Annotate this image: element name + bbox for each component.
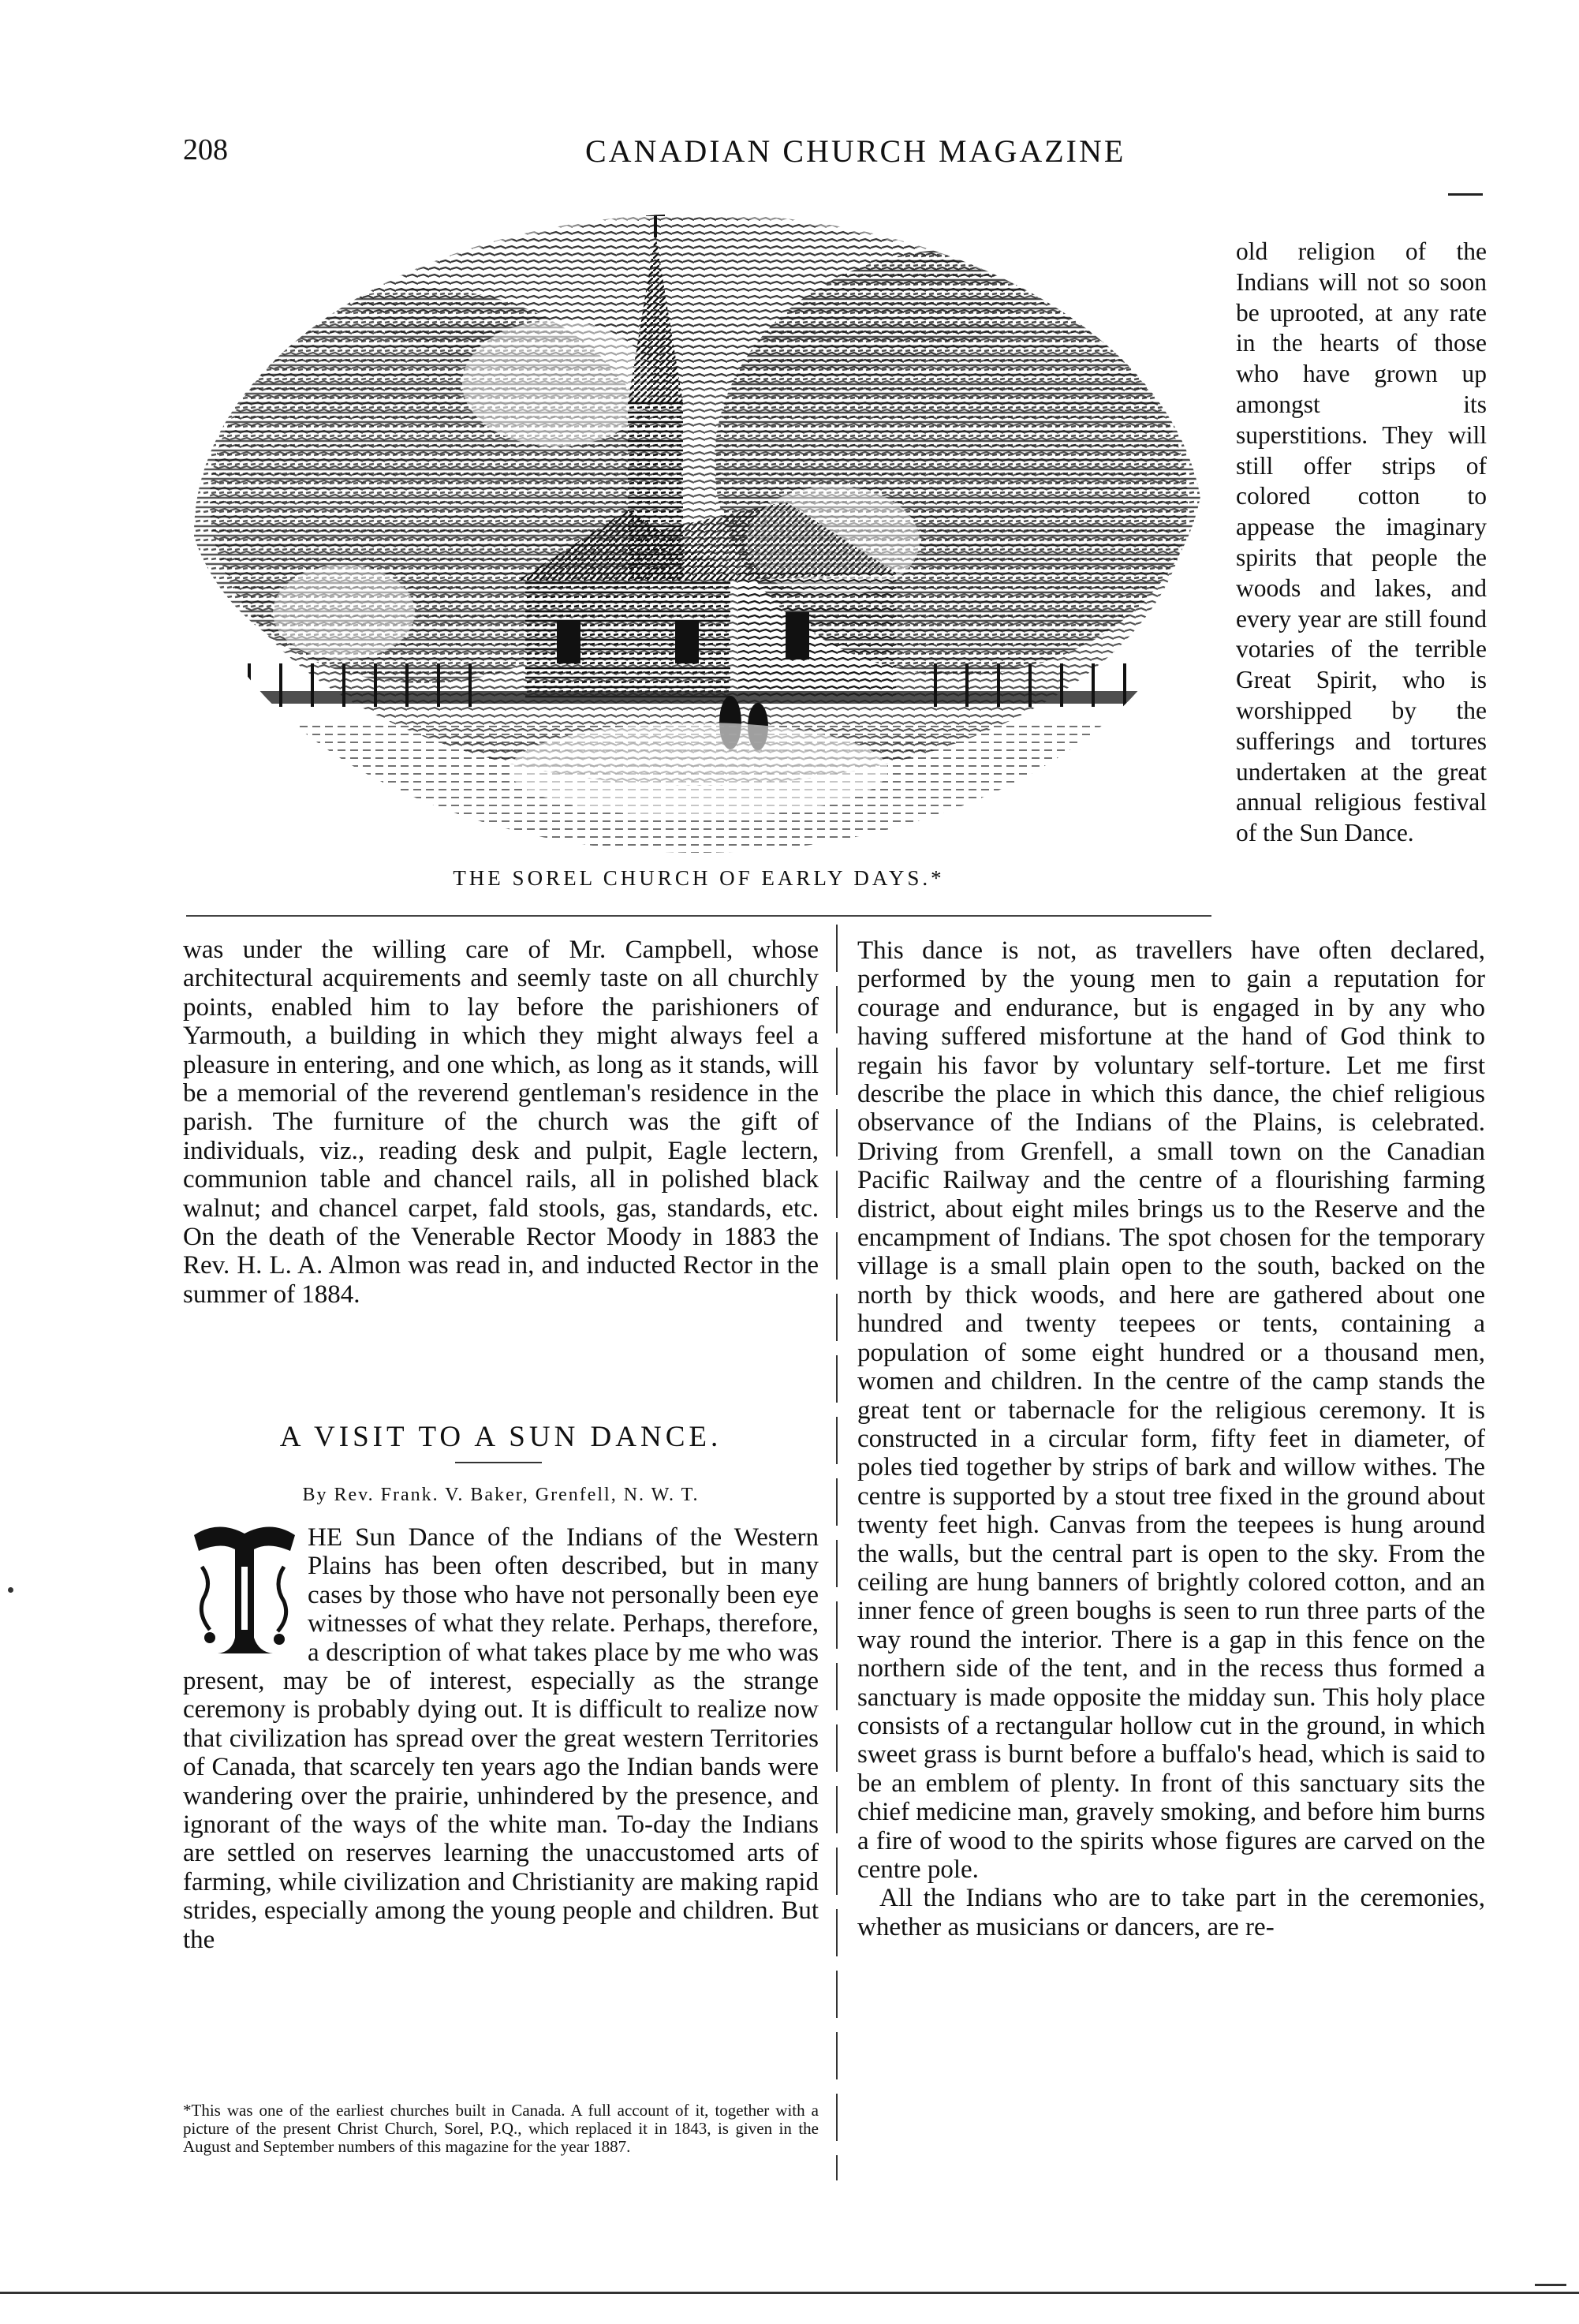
article-title: A VISIT TO A SUN DANCE.: [279, 1421, 722, 1453]
church-engraving: [186, 202, 1211, 857]
bottom-rule: [0, 2292, 1579, 2294]
narrow-column: [1236, 237, 1487, 849]
right-column: [857, 936, 1485, 1941]
column-divider: [836, 925, 838, 2180]
corner-dash: [1448, 193, 1483, 196]
byline: By Rev. Frank. V. Baker, Grenfell, N. W. T.: [302, 1485, 700, 1505]
left-column-paragraph: was under the willing care of Mr. Campbell, whose architectural acquirements and seemly taste on all churchly points, enabled him to lay before the parishioners of Yarmouth, a building in which they might always feel a pleasure in entering, and one which, as long as it stands, will be a memorial of the reverend gentleman's residence in the parish. The furniture of the church was the gift of individuals, viz., reading desk and pulpit, Eagle lectern, communion table and chancel rails, all in polished black walnut; and chancel carpet, fald stools, gas, standards, etc. On the death of the Venerable Rector Moody in 1883 the Rev. H. L. A. Almon was read in, and inducted Rector in the summer of 1884.: [183, 936, 819, 1309]
margin-dot: [8, 1587, 13, 1593]
right-column-paragraph-1: This dance is not, as travellers have often declared, performed by the young men to gain a reputation for courage and endurance, but is engaged in by any who having suffered misfortune at the hand of God think to regain his favor by voluntary self-torture. Let me first describe the place in which this dance, the chief religious observance of the Indians of the Plains, is celebrated. Driving from Grenfell, a small town on the Canadian Pacific Railway and the centre of a flourishing farming district, about eight miles brings us to the Reserve and the encampment of Indians. The spot chosen for the temporary village is a small plain open to the south, backed on the north by thick woods, and here are gathered about one hundred and twenty teepees or tents, containing a population of some eight hundred or a thousand men, women and children. In the centre of the camp stands the great tent or tabernacle for the religious ceremony. It is constructed in a circular form, fifty feet in diameter, of poles tied together by strips of bark and willow withes. The centre is supported by a stout tree fixed in the ground about twenty feet high. Canvas from the teepees is hung around the walls, but the central part is open to the sky. From the ceiling are hung banners of brightly colored cotton, and an inner fence of green boughs is seen to run three parts of the way round the interior. There is a gap in this fence on the northern side of the tent, and in the recess thus formed a sanctuary is made opposite the midday sun. This holy place consists of a rectangular hollow cut in the ground, in which sweet grass is burnt before a buffalo's head, which is said to be an emblem of plenty. In front of this sanctuary sits the chief medicine man, gravely smoking, and before him burns a fire of wood to the spirits whose figures are carved on the centre pole.: [857, 936, 1485, 1884]
running-head: CANADIAN CHURCH MAGAZINE: [585, 133, 1126, 169]
drop-cap-t-ornament: [186, 1519, 303, 1660]
title-rule: [455, 1462, 542, 1463]
page-number: 208: [183, 133, 228, 166]
caption-rule: [186, 915, 1211, 917]
right-column-paragraph-2: All the Indians who are to take part in the ceremonies, whether as musicians or dancers, are re-: [857, 1884, 1485, 1941]
narrow-column-text: old religion of the Indians will not so soon be uprooted, at any rate in the hearts of those who have grown up amongst its superstitions. They will still offer strips of colored cotton to appease the imaginary spirits that people the woods and lakes, and every year are still found votaries of the terrible Great Spirit, who is worshipped by the sufferings and tortures undertaken at the great annual religious festival of the Sun Dance.: [1236, 237, 1487, 847]
bottom-dash: [1535, 2284, 1566, 2286]
illustration-caption: THE SOREL CHURCH OF EARLY DAYS.*: [453, 866, 945, 890]
footnote: *This was one of the earliest churches built in Canada. A full account of it, together with a picture of the present Christ Church, Sorel, P.Q., which replaced it in 1843, is given in the August and September numbers of this magazine for the year 1887.: [183, 2101, 819, 2156]
article-paragraph: HE Sun Dance of the Indians of the Western Plains has been often described, but in many cases by those who have not personally been eye witnesses of what they relate. Perhaps, therefore, a description of what takes place by me who was present, may be of interest, especially as the strange ceremony is probably dying out. It is difficult to realize now that civilization has spread over the great western Territories of Canada, that scarcely ten years ago the Indian bands were wandering over the prairie, unhindered by the presence, and ignorant of the ways of the white man. To-day the Indians are settled on reserves learning the unaccustomed arts of farming, while civilization and Christianity are making rapid strides, especially among the young people and children. But the: [183, 1523, 819, 1954]
left-column: [183, 936, 819, 1309]
